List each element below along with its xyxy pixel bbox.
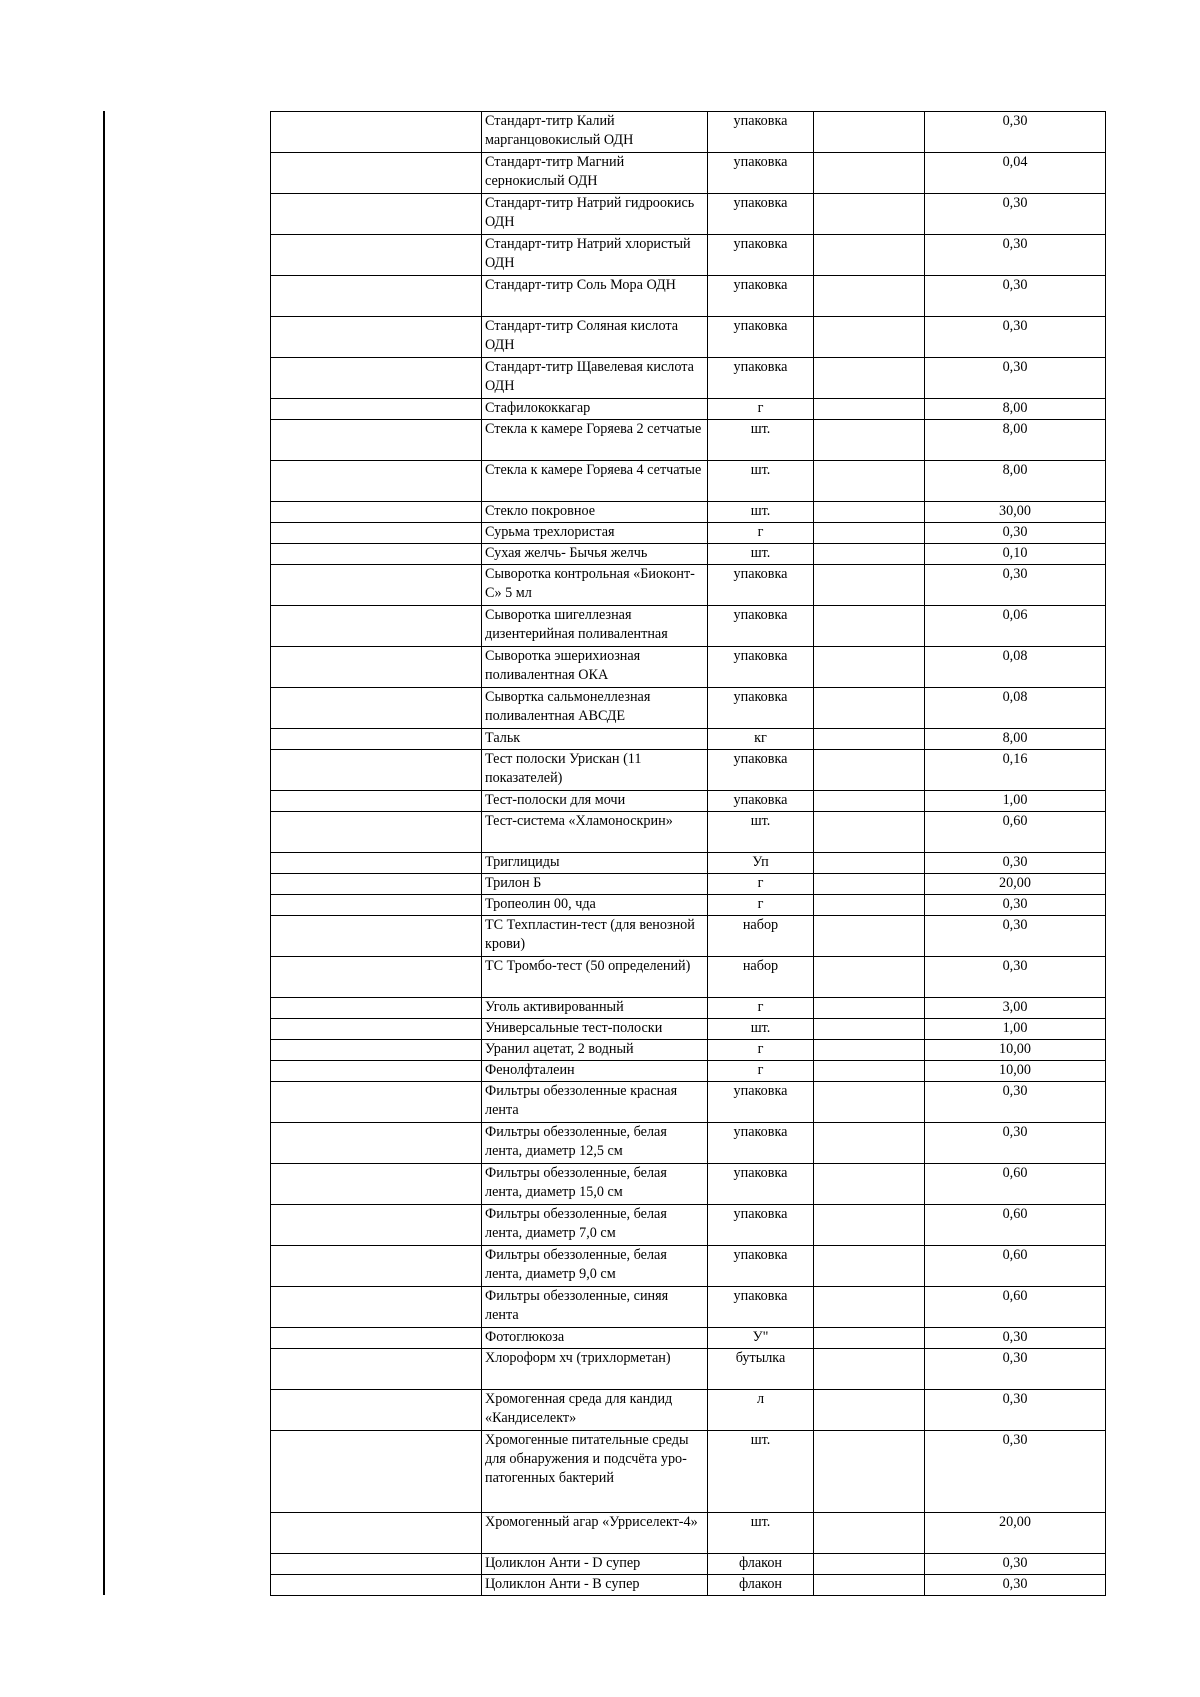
table-row <box>271 461 1106 502</box>
quantity-cell: 0,30 <box>925 1082 1106 1123</box>
item-name-cell: Сухая желчь- Бычья желчь <box>482 544 708 565</box>
unit-cell: шт. <box>708 420 814 461</box>
item-name-cell: ТС Тромбо-тест (50 определений) <box>482 957 708 998</box>
empty-cell <box>814 399 925 420</box>
empty-cell <box>814 853 925 874</box>
empty-cell <box>814 1575 925 1596</box>
item-name-cell: Тест-полоски для мочи <box>482 791 708 812</box>
quantity-cell: 8,00 <box>925 461 1106 502</box>
table-row <box>271 565 1106 606</box>
item-name-cell: Стандарт-титр Натрий хлористый ОДН <box>482 235 708 276</box>
quantity-cell: 0,30 <box>925 1431 1106 1513</box>
unit-cell: упаковка <box>708 153 814 194</box>
unit-cell: флакон <box>708 1575 814 1596</box>
table-row <box>271 1513 1106 1554</box>
empty-cell <box>814 812 925 853</box>
unit-cell: У" <box>708 1328 814 1349</box>
table-row <box>271 853 1106 874</box>
empty-cell <box>814 153 925 194</box>
quantity-cell: 0,30 <box>925 916 1106 957</box>
table-row <box>271 812 1106 853</box>
empty-cell <box>271 1205 482 1246</box>
empty-cell <box>814 1123 925 1164</box>
quantity-cell: 0,30 <box>925 1390 1106 1431</box>
empty-cell <box>814 606 925 647</box>
empty-cell <box>814 1431 925 1513</box>
empty-cell <box>271 194 482 235</box>
empty-cell <box>271 461 482 502</box>
empty-cell <box>814 1082 925 1123</box>
empty-cell <box>814 1287 925 1328</box>
item-name-cell: Тропеолин 00, чда <box>482 895 708 916</box>
quantity-cell: 1,00 <box>925 1019 1106 1040</box>
empty-cell <box>271 235 482 276</box>
empty-cell <box>271 1040 482 1061</box>
item-name-cell: Уранил ацетат, 2 водный <box>482 1040 708 1061</box>
empty-cell <box>271 276 482 317</box>
empty-cell <box>271 1082 482 1123</box>
quantity-cell: 0,30 <box>925 1349 1106 1390</box>
unit-cell: набор <box>708 916 814 957</box>
quantity-cell: 3,00 <box>925 998 1106 1019</box>
empty-cell <box>814 729 925 750</box>
quantity-cell: 20,00 <box>925 1513 1106 1554</box>
quantity-cell: 0,30 <box>925 317 1106 358</box>
table-row <box>271 1061 1106 1082</box>
table-row <box>271 1431 1106 1513</box>
item-name-cell: Фильтры обеззоленные, белая лента, диаметр 12,5 см <box>482 1123 708 1164</box>
quantity-cell: 0,30 <box>925 565 1106 606</box>
empty-cell <box>271 1061 482 1082</box>
quantity-cell: 10,00 <box>925 1040 1106 1061</box>
empty-cell <box>271 1287 482 1328</box>
quantity-cell: 0,10 <box>925 544 1106 565</box>
left-margin-line <box>103 111 105 1595</box>
unit-cell: г <box>708 998 814 1019</box>
empty-cell <box>814 461 925 502</box>
table-row <box>271 647 1106 688</box>
empty-cell <box>814 895 925 916</box>
table-row <box>271 523 1106 544</box>
table-row <box>271 1575 1106 1596</box>
item-name-cell: Сурьма трехлористая <box>482 523 708 544</box>
empty-cell <box>814 1554 925 1575</box>
unit-cell: шт. <box>708 544 814 565</box>
empty-cell <box>814 235 925 276</box>
empty-cell <box>814 565 925 606</box>
unit-cell: упаковка <box>708 1205 814 1246</box>
table-row <box>271 1123 1106 1164</box>
empty-cell <box>814 194 925 235</box>
empty-cell <box>271 688 482 729</box>
table-row <box>271 729 1106 750</box>
empty-cell <box>271 399 482 420</box>
quantity-cell: 0,30 <box>925 1575 1106 1596</box>
item-name-cell: Сыворотка шигеллезная дизентерийная поливалентная <box>482 606 708 647</box>
empty-cell <box>814 1164 925 1205</box>
table-row <box>271 750 1106 791</box>
empty-cell <box>814 688 925 729</box>
table-row <box>271 688 1106 729</box>
item-name-cell: Трилон Б <box>482 874 708 895</box>
empty-cell <box>271 729 482 750</box>
table-row <box>271 1390 1106 1431</box>
empty-cell <box>271 1164 482 1205</box>
empty-cell <box>814 276 925 317</box>
quantity-cell: 0,30 <box>925 1328 1106 1349</box>
item-name-cell: Тальк <box>482 729 708 750</box>
table-row <box>271 420 1106 461</box>
table-row <box>271 1019 1106 1040</box>
item-name-cell: Стандарт-титр Щавелевая кислота ОДН <box>482 358 708 399</box>
unit-cell: упаковка <box>708 194 814 235</box>
item-name-cell: Стекло покровное <box>482 502 708 523</box>
empty-cell <box>271 791 482 812</box>
unit-cell: упаковка <box>708 1246 814 1287</box>
unit-cell: л <box>708 1390 814 1431</box>
empty-cell <box>271 895 482 916</box>
quantity-cell: 0,04 <box>925 153 1106 194</box>
table-row <box>271 235 1106 276</box>
table-row <box>271 153 1106 194</box>
empty-cell <box>814 791 925 812</box>
empty-cell <box>814 750 925 791</box>
item-name-cell: Фильтры обеззоленные, синяя лента <box>482 1287 708 1328</box>
empty-cell <box>814 874 925 895</box>
empty-cell <box>814 1205 925 1246</box>
unit-cell: упаковка <box>708 1287 814 1328</box>
quantity-cell: 0,30 <box>925 112 1106 153</box>
empty-cell <box>271 1431 482 1513</box>
supplies-table <box>270 111 1106 1596</box>
item-name-cell: Сыворотка эшерихиозная поливалентная ОКА <box>482 647 708 688</box>
empty-cell <box>814 420 925 461</box>
empty-cell <box>271 853 482 874</box>
unit-cell: г <box>708 895 814 916</box>
table-row <box>271 606 1106 647</box>
item-name-cell: Триглициды <box>482 853 708 874</box>
empty-cell <box>271 998 482 1019</box>
empty-cell <box>271 317 482 358</box>
empty-cell <box>271 1513 482 1554</box>
table-row <box>271 1328 1106 1349</box>
unit-cell: шт. <box>708 1019 814 1040</box>
quantity-cell: 0,30 <box>925 1554 1106 1575</box>
unit-cell: упаковка <box>708 565 814 606</box>
empty-cell <box>814 957 925 998</box>
empty-cell <box>814 916 925 957</box>
item-name-cell: Уголь активированный <box>482 998 708 1019</box>
quantity-cell: 0,30 <box>925 853 1106 874</box>
quantity-cell: 0,08 <box>925 647 1106 688</box>
table-row <box>271 317 1106 358</box>
quantity-cell: 8,00 <box>925 420 1106 461</box>
item-name-cell: Стандарт-титр Соль Мора ОДН <box>482 276 708 317</box>
item-name-cell: Цоликлон Анти - D супер <box>482 1554 708 1575</box>
table-row <box>271 998 1106 1019</box>
empty-cell <box>271 565 482 606</box>
quantity-cell: 0,30 <box>925 1123 1106 1164</box>
empty-cell <box>814 1061 925 1082</box>
empty-cell <box>814 998 925 1019</box>
quantity-cell: 0,60 <box>925 1205 1106 1246</box>
unit-cell: упаковка <box>708 1082 814 1123</box>
table-row <box>271 895 1106 916</box>
quantity-cell: 0,60 <box>925 1246 1106 1287</box>
table-row <box>271 276 1106 317</box>
table-row <box>271 1349 1106 1390</box>
empty-cell <box>271 1123 482 1164</box>
empty-cell <box>814 1513 925 1554</box>
empty-cell <box>271 1246 482 1287</box>
unit-cell: упаковка <box>708 791 814 812</box>
item-name-cell: Стандарт-титр Натрий гидроокись ОДН <box>482 194 708 235</box>
item-name-cell: Стандарт-титр Соляная кислота ОДН <box>482 317 708 358</box>
item-name-cell: Тест-система «Хламоноскрин» <box>482 812 708 853</box>
unit-cell: упаковка <box>708 750 814 791</box>
item-name-cell: Стафилококкагар <box>482 399 708 420</box>
quantity-cell: 10,00 <box>925 1061 1106 1082</box>
empty-cell <box>814 1019 925 1040</box>
table-row <box>271 957 1106 998</box>
empty-cell <box>814 1349 925 1390</box>
item-name-cell: Фильтры обеззоленные, белая лента, диаметр 9,0 см <box>482 1246 708 1287</box>
item-name-cell: Хромогенная среда для кандид «Кандиселект» <box>482 1390 708 1431</box>
unit-cell: Уп <box>708 853 814 874</box>
unit-cell: упаковка <box>708 112 814 153</box>
unit-cell: шт. <box>708 1513 814 1554</box>
item-name-cell: Стандарт-титр Калий марганцовокислый ОДН <box>482 112 708 153</box>
unit-cell: шт. <box>708 502 814 523</box>
table-row <box>271 1040 1106 1061</box>
table-row <box>271 874 1106 895</box>
table-row <box>271 1554 1106 1575</box>
item-name-cell: Сывортка сальмонеллезная поливалентная АВСДЕ <box>482 688 708 729</box>
empty-cell <box>271 112 482 153</box>
item-name-cell: Фотоглюкоза <box>482 1328 708 1349</box>
empty-cell <box>814 1246 925 1287</box>
table-row <box>271 1164 1106 1205</box>
quantity-cell: 0,16 <box>925 750 1106 791</box>
unit-cell: упаковка <box>708 606 814 647</box>
item-name-cell: Тест полоски Урискан (11 показателей) <box>482 750 708 791</box>
item-name-cell: Стекла к камере Горяева 2 сетчатые <box>482 420 708 461</box>
item-name-cell: Фильтры обеззоленные, белая лента, диаметр 15,0 см <box>482 1164 708 1205</box>
table-row <box>271 194 1106 235</box>
quantity-cell: 20,00 <box>925 874 1106 895</box>
item-name-cell: Фильтры обеззоленные, белая лента, диаметр 7,0 см <box>482 1205 708 1246</box>
empty-cell <box>814 1328 925 1349</box>
empty-cell <box>271 544 482 565</box>
quantity-cell: 0,30 <box>925 358 1106 399</box>
table-row <box>271 1287 1106 1328</box>
empty-cell <box>271 502 482 523</box>
item-name-cell: Стекла к камере Горяева 4 сетчатые <box>482 461 708 502</box>
empty-cell <box>814 544 925 565</box>
empty-cell <box>814 358 925 399</box>
quantity-cell: 0,08 <box>925 688 1106 729</box>
empty-cell <box>814 647 925 688</box>
unit-cell: шт. <box>708 461 814 502</box>
table-row <box>271 791 1106 812</box>
empty-cell <box>271 1575 482 1596</box>
empty-cell <box>271 606 482 647</box>
unit-cell: упаковка <box>708 688 814 729</box>
quantity-cell: 0,30 <box>925 194 1106 235</box>
unit-cell: упаковка <box>708 358 814 399</box>
quantity-cell: 0,30 <box>925 957 1106 998</box>
item-name-cell: Фенолфталеин <box>482 1061 708 1082</box>
unit-cell: г <box>708 1040 814 1061</box>
item-name-cell: Хлороформ хч (трихлорметан) <box>482 1349 708 1390</box>
quantity-cell: 0,30 <box>925 895 1106 916</box>
table-row <box>271 1205 1106 1246</box>
quantity-cell: 30,00 <box>925 502 1106 523</box>
unit-cell: шт. <box>708 1431 814 1513</box>
table-row <box>271 358 1106 399</box>
quantity-cell: 0,60 <box>925 812 1106 853</box>
table-row <box>271 399 1106 420</box>
empty-cell <box>271 647 482 688</box>
empty-cell <box>271 957 482 998</box>
quantity-cell: 0,30 <box>925 523 1106 544</box>
empty-cell <box>271 916 482 957</box>
unit-cell: флакон <box>708 1554 814 1575</box>
item-name-cell: Хромогенный агар «Урриселект-4» <box>482 1513 708 1554</box>
table-row <box>271 1246 1106 1287</box>
empty-cell <box>814 1040 925 1061</box>
quantity-cell: 8,00 <box>925 399 1106 420</box>
unit-cell: г <box>708 523 814 544</box>
unit-cell: упаковка <box>708 647 814 688</box>
unit-cell: г <box>708 874 814 895</box>
unit-cell: упаковка <box>708 276 814 317</box>
table-row <box>271 1082 1106 1123</box>
empty-cell <box>271 812 482 853</box>
item-name-cell: ТС Техпластин-тест (для венозной крови) <box>482 916 708 957</box>
unit-cell: упаковка <box>708 1123 814 1164</box>
unit-cell: бутылка <box>708 1349 814 1390</box>
item-name-cell: Фильтры обеззоленные красная лента <box>482 1082 708 1123</box>
unit-cell: кг <box>708 729 814 750</box>
quantity-cell: 8,00 <box>925 729 1106 750</box>
empty-cell <box>271 1554 482 1575</box>
empty-cell <box>814 317 925 358</box>
empty-cell <box>814 112 925 153</box>
unit-cell: упаковка <box>708 1164 814 1205</box>
item-name-cell: Универсальные тест-полоски <box>482 1019 708 1040</box>
table-row <box>271 916 1106 957</box>
unit-cell: упаковка <box>708 235 814 276</box>
empty-cell <box>271 523 482 544</box>
empty-cell <box>271 1390 482 1431</box>
unit-cell: г <box>708 399 814 420</box>
quantity-cell: 0,30 <box>925 276 1106 317</box>
quantity-cell: 1,00 <box>925 791 1106 812</box>
empty-cell <box>814 1390 925 1431</box>
empty-cell <box>814 523 925 544</box>
empty-cell <box>271 420 482 461</box>
item-name-cell: Хромогенные питательные среды для обнаружения и подсчёта уро-патогенных бактерий <box>482 1431 708 1513</box>
empty-cell <box>271 153 482 194</box>
empty-cell <box>271 1349 482 1390</box>
table-row <box>271 544 1106 565</box>
table-row <box>271 112 1106 153</box>
empty-cell <box>271 874 482 895</box>
unit-cell: набор <box>708 957 814 998</box>
unit-cell: упаковка <box>708 317 814 358</box>
empty-cell <box>271 1019 482 1040</box>
empty-cell <box>271 1328 482 1349</box>
unit-cell: шт. <box>708 812 814 853</box>
quantity-cell: 0,06 <box>925 606 1106 647</box>
unit-cell: г <box>708 1061 814 1082</box>
quantity-cell: 0,60 <box>925 1287 1106 1328</box>
quantity-cell: 0,30 <box>925 235 1106 276</box>
quantity-cell: 0,60 <box>925 1164 1106 1205</box>
item-name-cell: Сыворотка контрольная «Биоконт-С» 5 мл <box>482 565 708 606</box>
item-name-cell: Цоликлон Анти - В супер <box>482 1575 708 1596</box>
item-name-cell: Стандарт-титр Магний сернокислый ОДН <box>482 153 708 194</box>
empty-cell <box>271 750 482 791</box>
table-body <box>271 112 1106 1596</box>
empty-cell <box>271 358 482 399</box>
table-row <box>271 502 1106 523</box>
empty-cell <box>814 502 925 523</box>
